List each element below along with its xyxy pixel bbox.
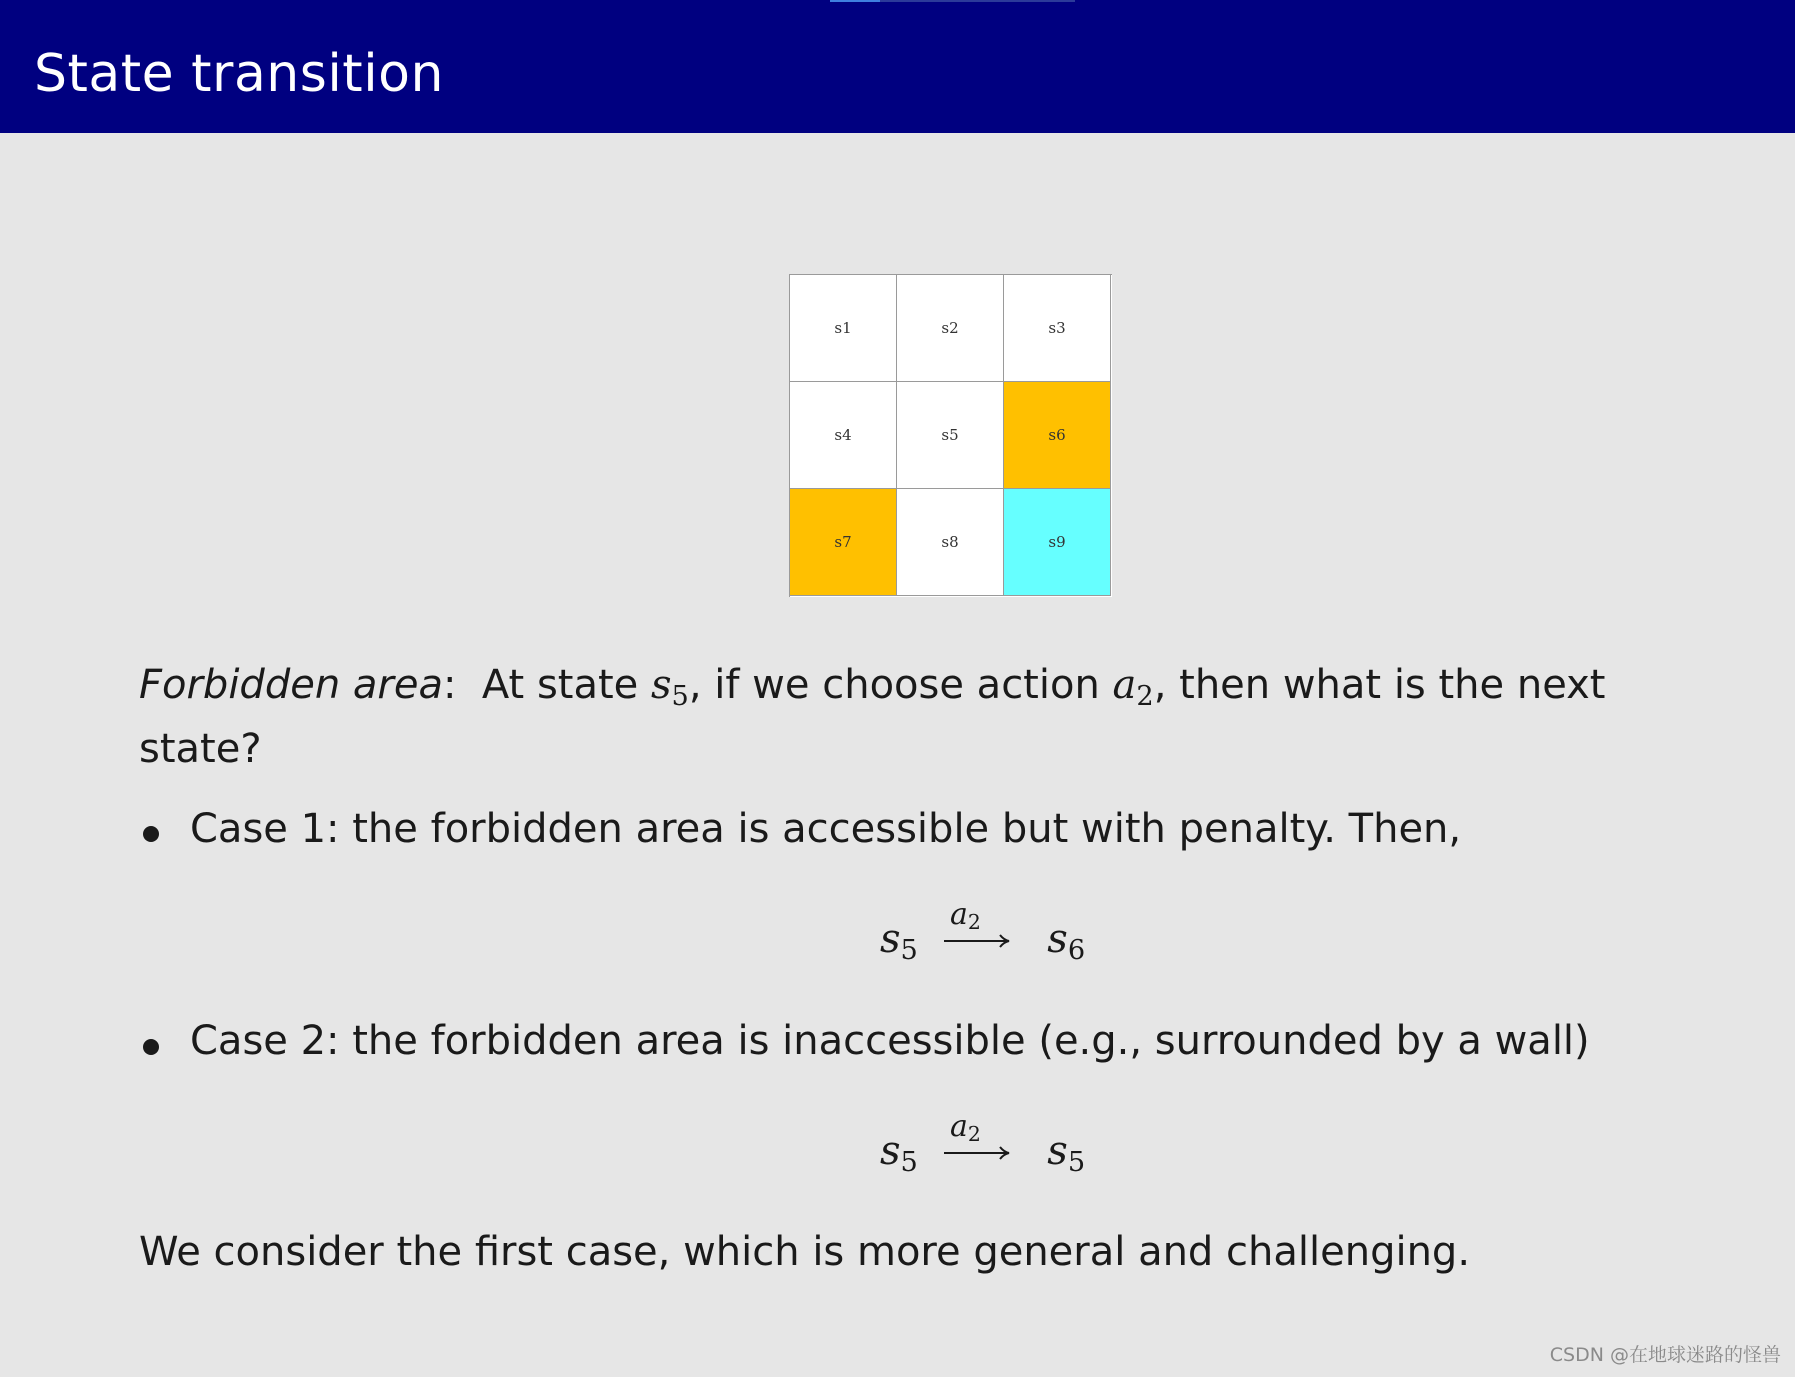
case1-text: Case 1: the forbidden area is accessible but with penalty. Then,	[190, 806, 1462, 852]
bullet-icon	[143, 826, 159, 842]
eq1-arrow-icon	[942, 934, 1012, 948]
grid-world	[789, 274, 1112, 597]
grid-cell-s1: s1	[790, 275, 897, 382]
intro-text-3: , then what is the next	[1153, 662, 1606, 708]
bullet-icon	[143, 1039, 159, 1055]
grid-cell-s7: s7	[790, 489, 897, 596]
eq2-from: $s_5$	[880, 1128, 918, 1178]
intro-text-1: At state	[481, 662, 639, 708]
grid-cell-s3: s3	[1004, 275, 1111, 382]
intro-line-1	[139, 662, 1605, 712]
eq2-arrow-icon	[942, 1146, 1012, 1160]
conclusion-text: We consider the first case, which is more general and challenging.	[139, 1229, 1471, 1275]
eq2-action-label: $a_2$	[950, 1109, 981, 1147]
intro-text-2: , if we choose action	[688, 662, 1100, 708]
state-symbol: $s_5$	[651, 662, 689, 712]
eq2-to: $s_5$	[1047, 1128, 1086, 1178]
grid-cell-s8: s8	[897, 489, 1004, 596]
eq1-from: $s_5$	[880, 916, 918, 966]
intro-colon: :	[442, 662, 457, 708]
nav-indicator	[830, 0, 1075, 2]
grid-cell-s2: s2	[897, 275, 1004, 382]
action-symbol: $a_2$	[1112, 662, 1154, 712]
nav-indicator-active	[830, 0, 880, 2]
eq1-to: $s_6$	[1047, 916, 1086, 966]
case2-text: Case 2: the forbidden area is inaccessible (e.g., surrounded by a wall)	[190, 1018, 1590, 1064]
intro-line-2: state?	[139, 726, 262, 772]
eq1-action-label: $a_2$	[950, 897, 981, 935]
slide-title: State transition	[34, 44, 444, 104]
slide-header	[0, 0, 1795, 133]
grid-cell-s4: s4	[790, 382, 897, 489]
grid-cell-s9: s9	[1004, 489, 1111, 596]
intro-term: Forbidden area	[139, 662, 443, 708]
watermark: CSDN @在地球迷路的怪兽	[1549, 1344, 1781, 1366]
grid-cell-s5: s5	[897, 382, 1004, 489]
grid-cell-s6: s6	[1004, 382, 1111, 489]
